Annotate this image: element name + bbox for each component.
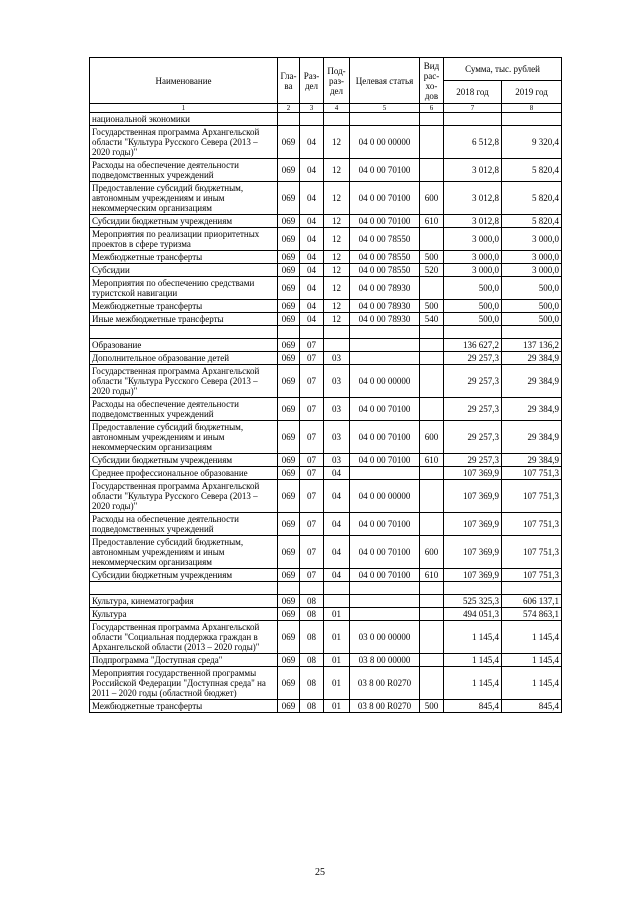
cell-glava: 069 <box>278 277 300 300</box>
header-year-2018: 2018 год <box>444 81 502 104</box>
cell-sum-2018: 525 325,3 <box>444 595 502 608</box>
cell-sum-2018: 29 257,3 <box>444 421 502 454</box>
table-row <box>90 228 562 251</box>
cell-name: Государственная программа Архангельской области "Культура Русского Севера (2013 – 2020 годы)" <box>90 126 278 159</box>
table-header <box>90 58 562 113</box>
cell-sum-2019: 107 751,3 <box>502 569 562 582</box>
table-row <box>90 300 562 313</box>
cell-name: Культура, кинематография <box>90 595 278 608</box>
cell-razdel: 07 <box>300 536 324 569</box>
cell-glava: 069 <box>278 228 300 251</box>
cell-sum-2018: 29 257,3 <box>444 454 502 467</box>
cell-vid-raskhodov <box>420 621 444 654</box>
table-row <box>90 667 562 700</box>
table-row <box>90 421 562 454</box>
cell-vid-raskhodov: 500 <box>420 251 444 264</box>
cell-vid-raskhodov: 610 <box>420 454 444 467</box>
cell-sum-2019: 5 820,4 <box>502 182 562 215</box>
cell-glava: 069 <box>278 313 300 326</box>
cell-sum-2019: 3 000,0 <box>502 228 562 251</box>
cell-razdel: 04 <box>300 251 324 264</box>
cell-sum-2019: 107 751,3 <box>502 480 562 513</box>
cell-celevaya-statya: 04 0 00 78550 <box>350 228 420 251</box>
cell-name: Подпрограмма "Доступная среда" <box>90 654 278 667</box>
cell-name: Предоставление субсидий бюджетным, автономным учреждениям и иным некоммерческим организациям <box>90 536 278 569</box>
table-row <box>90 467 562 480</box>
cell-celevaya-statya <box>350 582 420 595</box>
table-row <box>90 251 562 264</box>
cell-podrazdel: 01 <box>324 667 350 700</box>
cell-razdel: 04 <box>300 300 324 313</box>
cell-razdel: 07 <box>300 467 324 480</box>
table-row <box>90 339 562 352</box>
cell-celevaya-statya: 03 8 00 00000 <box>350 654 420 667</box>
cell-celevaya-statya: 04 0 00 00000 <box>350 126 420 159</box>
table-row <box>90 313 562 326</box>
cell-vid-raskhodov <box>420 398 444 421</box>
cell-sum-2019: 107 751,3 <box>502 467 562 480</box>
cell-razdel: 04 <box>300 215 324 228</box>
cell-vid-raskhodov: 600 <box>420 182 444 215</box>
table-row <box>90 215 562 228</box>
cell-podrazdel <box>324 339 350 352</box>
cell-sum-2019: 5 820,4 <box>502 159 562 182</box>
column-number: 6 <box>420 104 444 113</box>
cell-name: Государственная программа Архангельской области "Культура Русского Севера (2013 – 2020 годы)" <box>90 480 278 513</box>
cell-vid-raskhodov: 500 <box>420 700 444 713</box>
cell-celevaya-statya: 04 0 00 78930 <box>350 313 420 326</box>
cell-sum-2018: 29 257,3 <box>444 352 502 365</box>
cell-vid-raskhodov <box>420 352 444 365</box>
cell-sum-2018: 3 012,8 <box>444 182 502 215</box>
cell-podrazdel <box>324 595 350 608</box>
cell-name: Культура <box>90 608 278 621</box>
cell-name: Межбюджетные трансферты <box>90 700 278 713</box>
cell-glava <box>278 113 300 126</box>
cell-podrazdel: 04 <box>324 513 350 536</box>
budget-table <box>89 57 562 713</box>
cell-podrazdel: 03 <box>324 454 350 467</box>
cell-name: Расходы на обеспечение деятельности подведомственных учреждений <box>90 159 278 182</box>
cell-glava <box>278 326 300 339</box>
cell-podrazdel <box>324 113 350 126</box>
cell-podrazdel: 12 <box>324 182 350 215</box>
cell-vid-raskhodov <box>420 228 444 251</box>
cell-razdel: 08 <box>300 667 324 700</box>
cell-razdel: 07 <box>300 421 324 454</box>
cell-celevaya-statya <box>350 467 420 480</box>
cell-podrazdel <box>324 326 350 339</box>
cell-podrazdel: 04 <box>324 536 350 569</box>
cell-glava: 069 <box>278 480 300 513</box>
cell-celevaya-statya: 04 0 00 00000 <box>350 480 420 513</box>
cell-celevaya-statya: 04 0 00 70100 <box>350 215 420 228</box>
cell-podrazdel: 12 <box>324 300 350 313</box>
cell-sum-2018: 3 000,0 <box>444 264 502 277</box>
cell-name: Государственная программа Архангельской области "Социальная поддержка граждан в Архангельской области (2013 – 2020 годы)" <box>90 621 278 654</box>
cell-vid-raskhodov: 540 <box>420 313 444 326</box>
cell-name: Расходы на обеспечение деятельности подведомственных учреждений <box>90 398 278 421</box>
cell-razdel: 07 <box>300 352 324 365</box>
column-number: 3 <box>300 104 324 113</box>
table-row <box>90 454 562 467</box>
cell-name: Предоставление субсидий бюджетным, автономным учреждениям и иным некоммерческим организациям <box>90 182 278 215</box>
cell-celevaya-statya <box>350 608 420 621</box>
cell-sum-2019: 3 000,0 <box>502 264 562 277</box>
table-row <box>90 113 562 126</box>
table-body <box>90 113 562 713</box>
cell-podrazdel: 12 <box>324 313 350 326</box>
cell-name: Мероприятия по обеспечению средствами туристской навигации <box>90 277 278 300</box>
table-row <box>90 513 562 536</box>
cell-sum-2018: 3 000,0 <box>444 228 502 251</box>
cell-glava: 069 <box>278 536 300 569</box>
cell-name: Предоставление субсидий бюджетным, автономным учреждениям и иным некоммерческим организациям <box>90 421 278 454</box>
cell-name <box>90 326 278 339</box>
cell-sum-2019: 1 145,4 <box>502 667 562 700</box>
cell-sum-2019: 574 863,1 <box>502 608 562 621</box>
cell-celevaya-statya: 04 0 00 70100 <box>350 159 420 182</box>
cell-podrazdel: 12 <box>324 126 350 159</box>
cell-name: Межбюджетные трансферты <box>90 251 278 264</box>
cell-celevaya-statya <box>350 339 420 352</box>
table-row <box>90 277 562 300</box>
cell-sum-2019: 29 384,9 <box>502 421 562 454</box>
cell-sum-2019: 5 820,4 <box>502 215 562 228</box>
table-row <box>90 654 562 667</box>
cell-vid-raskhodov: 500 <box>420 300 444 313</box>
cell-celevaya-statya: 04 0 00 78930 <box>350 277 420 300</box>
cell-vid-raskhodov <box>420 467 444 480</box>
cell-razdel: 04 <box>300 313 324 326</box>
cell-podrazdel: 04 <box>324 467 350 480</box>
table-row <box>90 569 562 582</box>
cell-sum-2019: 29 384,9 <box>502 398 562 421</box>
cell-glava: 069 <box>278 339 300 352</box>
column-number: 8 <box>502 104 562 113</box>
column-number: 7 <box>444 104 502 113</box>
table-row <box>90 264 562 277</box>
cell-name: Государственная программа Архангельской области "Культура Русского Севера (2013 – 2020 годы)" <box>90 365 278 398</box>
cell-name: национальной экономики <box>90 113 278 126</box>
cell-glava: 069 <box>278 621 300 654</box>
cell-name: Субсидии <box>90 264 278 277</box>
cell-celevaya-statya: 04 0 00 70100 <box>350 398 420 421</box>
cell-sum-2019: 1 145,4 <box>502 621 562 654</box>
cell-name: Образование <box>90 339 278 352</box>
cell-podrazdel: 03 <box>324 365 350 398</box>
cell-sum-2018: 494 051,3 <box>444 608 502 621</box>
column-number: 2 <box>278 104 300 113</box>
header-vid-raskhodov: Вид рас-хо-дов <box>420 58 444 104</box>
cell-sum-2019 <box>502 113 562 126</box>
cell-podrazdel: 12 <box>324 215 350 228</box>
cell-podrazdel: 12 <box>324 228 350 251</box>
cell-glava: 069 <box>278 700 300 713</box>
cell-podrazdel: 03 <box>324 398 350 421</box>
cell-podrazdel: 03 <box>324 421 350 454</box>
cell-razdel: 04 <box>300 126 324 159</box>
cell-sum-2018: 845,4 <box>444 700 502 713</box>
cell-sum-2018: 1 145,4 <box>444 654 502 667</box>
cell-sum-2018: 3 012,8 <box>444 159 502 182</box>
cell-sum-2018: 6 512,8 <box>444 126 502 159</box>
cell-celevaya-statya <box>350 326 420 339</box>
cell-celevaya-statya <box>350 595 420 608</box>
table-row <box>90 595 562 608</box>
column-number: 4 <box>324 104 350 113</box>
cell-podrazdel: 01 <box>324 608 350 621</box>
cell-vid-raskhodov: 610 <box>420 215 444 228</box>
cell-celevaya-statya <box>350 352 420 365</box>
cell-vid-raskhodov: 610 <box>420 569 444 582</box>
cell-sum-2019: 500,0 <box>502 313 562 326</box>
cell-vid-raskhodov <box>420 608 444 621</box>
cell-vid-raskhodov <box>420 365 444 398</box>
cell-celevaya-statya: 03 0 00 00000 <box>350 621 420 654</box>
cell-razdel: 08 <box>300 654 324 667</box>
table-row <box>90 536 562 569</box>
cell-sum-2019: 845,4 <box>502 700 562 713</box>
cell-vid-raskhodov <box>420 582 444 595</box>
table-row <box>90 608 562 621</box>
cell-sum-2018: 3 012,8 <box>444 215 502 228</box>
cell-sum-2018: 500,0 <box>444 313 502 326</box>
cell-sum-2019: 107 751,3 <box>502 513 562 536</box>
cell-vid-raskhodov: 600 <box>420 536 444 569</box>
cell-name <box>90 582 278 595</box>
cell-glava: 069 <box>278 421 300 454</box>
cell-glava: 069 <box>278 264 300 277</box>
cell-glava: 069 <box>278 667 300 700</box>
cell-glava: 069 <box>278 454 300 467</box>
cell-sum-2018: 136 627,2 <box>444 339 502 352</box>
blank-row <box>90 326 562 339</box>
cell-sum-2019: 3 000,0 <box>502 251 562 264</box>
cell-sum-2019: 137 136,2 <box>502 339 562 352</box>
header-year-2019: 2019 год <box>502 81 562 104</box>
cell-glava: 069 <box>278 608 300 621</box>
cell-razdel: 07 <box>300 480 324 513</box>
cell-vid-raskhodov <box>420 654 444 667</box>
header-podrazdel: Под-раз-дел <box>324 58 350 104</box>
cell-celevaya-statya: 04 0 00 70100 <box>350 513 420 536</box>
cell-sum-2018: 500,0 <box>444 300 502 313</box>
cell-razdel: 07 <box>300 398 324 421</box>
cell-celevaya-statya: 04 0 00 70100 <box>350 182 420 215</box>
cell-glava: 069 <box>278 654 300 667</box>
cell-podrazdel: 12 <box>324 159 350 182</box>
cell-razdel: 07 <box>300 569 324 582</box>
table-row <box>90 182 562 215</box>
cell-razdel: 04 <box>300 277 324 300</box>
cell-vid-raskhodov <box>420 667 444 700</box>
cell-sum-2018: 1 145,4 <box>444 667 502 700</box>
cell-glava: 069 <box>278 215 300 228</box>
cell-podrazdel: 04 <box>324 569 350 582</box>
cell-name: Субсидии бюджетным учреждениям <box>90 215 278 228</box>
budget-table-container <box>89 57 562 713</box>
cell-glava: 069 <box>278 126 300 159</box>
cell-glava: 069 <box>278 300 300 313</box>
cell-podrazdel: 03 <box>324 352 350 365</box>
column-number: 1 <box>90 104 278 113</box>
cell-podrazdel: 12 <box>324 251 350 264</box>
cell-podrazdel: 01 <box>324 621 350 654</box>
header-razdel: Раз-дел <box>300 58 324 104</box>
cell-celevaya-statya: 04 0 00 78930 <box>350 300 420 313</box>
cell-celevaya-statya: 04 0 00 70100 <box>350 536 420 569</box>
header-glava: Гла-ва <box>278 58 300 104</box>
cell-vid-raskhodov: 520 <box>420 264 444 277</box>
cell-glava: 069 <box>278 251 300 264</box>
cell-glava: 069 <box>278 365 300 398</box>
cell-celevaya-statya: 04 0 00 00000 <box>350 365 420 398</box>
cell-podrazdel: 01 <box>324 700 350 713</box>
table-row <box>90 352 562 365</box>
cell-razdel: 07 <box>300 454 324 467</box>
cell-glava: 069 <box>278 398 300 421</box>
cell-sum-2018: 107 369,9 <box>444 467 502 480</box>
blank-row <box>90 582 562 595</box>
cell-celevaya-statya: 03 8 00 R0270 <box>350 700 420 713</box>
cell-razdel: 07 <box>300 365 324 398</box>
cell-celevaya-statya: 04 0 00 70100 <box>350 454 420 467</box>
cell-sum-2019: 606 137,1 <box>502 595 562 608</box>
cell-name: Иные межбюджетные трансферты <box>90 313 278 326</box>
cell-sum-2019: 29 384,9 <box>502 365 562 398</box>
cell-razdel: 07 <box>300 339 324 352</box>
cell-vid-raskhodov <box>420 113 444 126</box>
cell-vid-raskhodov <box>420 480 444 513</box>
cell-podrazdel: 01 <box>324 654 350 667</box>
cell-name: Межбюджетные трансферты <box>90 300 278 313</box>
cell-razdel: 08 <box>300 595 324 608</box>
cell-name: Среднее профессиональное образование <box>90 467 278 480</box>
cell-podrazdel <box>324 582 350 595</box>
cell-razdel: 04 <box>300 159 324 182</box>
table-row <box>90 621 562 654</box>
cell-sum-2018: 500,0 <box>444 277 502 300</box>
cell-name: Дополнительное образование детей <box>90 352 278 365</box>
header-summa: Сумма, тыс. рублей <box>444 58 562 81</box>
cell-razdel: 08 <box>300 621 324 654</box>
cell-sum-2019 <box>502 326 562 339</box>
cell-sum-2018: 3 000,0 <box>444 251 502 264</box>
cell-name: Мероприятия по реализации приоритетных проектов в сфере туризма <box>90 228 278 251</box>
cell-celevaya-statya: 04 0 00 70100 <box>350 421 420 454</box>
cell-sum-2019 <box>502 582 562 595</box>
cell-sum-2018 <box>444 326 502 339</box>
table-row <box>90 398 562 421</box>
cell-sum-2019: 29 384,9 <box>502 352 562 365</box>
table-row <box>90 159 562 182</box>
cell-sum-2019: 1 145,4 <box>502 654 562 667</box>
cell-glava: 069 <box>278 569 300 582</box>
cell-razdel: 04 <box>300 264 324 277</box>
cell-sum-2019: 29 384,9 <box>502 454 562 467</box>
cell-podrazdel: 12 <box>324 264 350 277</box>
cell-celevaya-statya: 03 8 00 R0270 <box>350 667 420 700</box>
cell-vid-raskhodov <box>420 159 444 182</box>
cell-razdel <box>300 326 324 339</box>
cell-name: Субсидии бюджетным учреждениям <box>90 454 278 467</box>
cell-sum-2019: 9 320,4 <box>502 126 562 159</box>
cell-name: Расходы на обеспечение деятельности подведомственных учреждений <box>90 513 278 536</box>
cell-vid-raskhodov <box>420 326 444 339</box>
cell-sum-2019: 500,0 <box>502 277 562 300</box>
cell-glava <box>278 582 300 595</box>
header-name: Наименование <box>90 58 278 104</box>
cell-name: Субсидии бюджетным учреждениям <box>90 569 278 582</box>
cell-sum-2018: 29 257,3 <box>444 398 502 421</box>
cell-glava: 069 <box>278 467 300 480</box>
cell-celevaya-statya: 04 0 00 70100 <box>350 569 420 582</box>
page-number: 25 <box>315 867 325 878</box>
cell-sum-2018: 107 369,9 <box>444 480 502 513</box>
cell-name: Мероприятия государственной программы Российской Федерации "Доступная среда" на 2011 – 2020 годы (областной бюджет) <box>90 667 278 700</box>
cell-celevaya-statya <box>350 113 420 126</box>
cell-vid-raskhodov <box>420 595 444 608</box>
column-number: 5 <box>350 104 420 113</box>
cell-vid-raskhodov: 600 <box>420 421 444 454</box>
cell-razdel: 04 <box>300 182 324 215</box>
cell-sum-2018: 107 369,9 <box>444 569 502 582</box>
cell-glava: 069 <box>278 159 300 182</box>
cell-sum-2019: 500,0 <box>502 300 562 313</box>
cell-podrazdel: 04 <box>324 480 350 513</box>
cell-vid-raskhodov <box>420 126 444 159</box>
cell-razdel <box>300 582 324 595</box>
column-number-row <box>90 104 562 113</box>
header-celevaya-statya: Целевая статья <box>350 58 420 104</box>
cell-glava: 069 <box>278 513 300 536</box>
cell-glava: 069 <box>278 182 300 215</box>
cell-sum-2018: 107 369,9 <box>444 513 502 536</box>
cell-sum-2018 <box>444 113 502 126</box>
cell-razdel: 07 <box>300 513 324 536</box>
cell-vid-raskhodov <box>420 277 444 300</box>
cell-sum-2018 <box>444 582 502 595</box>
cell-glava: 069 <box>278 352 300 365</box>
table-row <box>90 700 562 713</box>
cell-celevaya-statya: 04 0 00 78550 <box>350 264 420 277</box>
table-row <box>90 126 562 159</box>
cell-glava: 069 <box>278 595 300 608</box>
cell-razdel <box>300 113 324 126</box>
cell-razdel: 08 <box>300 608 324 621</box>
table-row <box>90 480 562 513</box>
cell-vid-raskhodov <box>420 513 444 536</box>
table-row <box>90 365 562 398</box>
cell-razdel: 04 <box>300 228 324 251</box>
cell-podrazdel: 12 <box>324 277 350 300</box>
cell-vid-raskhodov <box>420 339 444 352</box>
cell-celevaya-statya: 04 0 00 78550 <box>350 251 420 264</box>
cell-razdel: 08 <box>300 700 324 713</box>
cell-sum-2018: 29 257,3 <box>444 365 502 398</box>
cell-sum-2019: 107 751,3 <box>502 536 562 569</box>
cell-sum-2018: 1 145,4 <box>444 621 502 654</box>
cell-sum-2018: 107 369,9 <box>444 536 502 569</box>
